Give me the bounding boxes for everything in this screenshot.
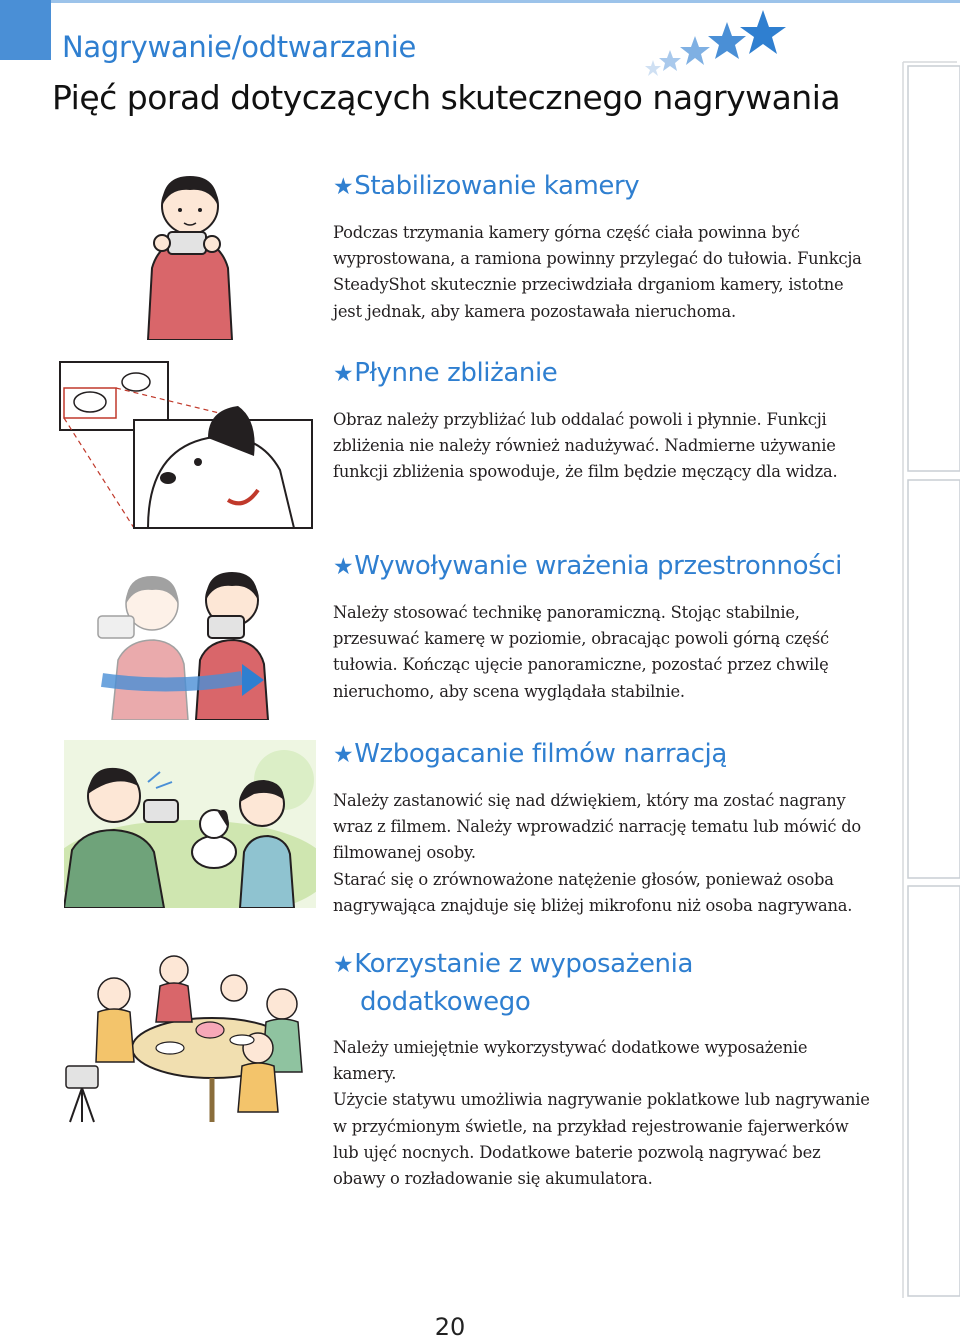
illustration-zoom [58,360,314,530]
tip-heading: ★Wywoływanie wrażenia przestronności [333,551,842,581]
tripod-icon [70,1088,94,1122]
top-rule [51,0,960,3]
tip-narration [333,736,873,919]
tip-paragraph: Należy stosować technikę panoramiczną. Stojąc stabilnie, przesuwać kamerę w poziomie, obracając powoli górną część tułowia. Kończąc ujęcie panoramiczne, pozostać przez chwilę nieruchomo, aby scena wyglądała stabilnie. [333,603,829,701]
camera-icon [144,800,178,822]
side-tab [908,480,960,878]
star-icon: ★ [333,174,354,200]
tip-panning [333,548,873,705]
camera-icon [168,232,206,254]
side-tab [908,66,960,471]
tip-heading: ★Płynne zbliżanie [333,358,558,388]
star-icon: ★ [333,742,354,768]
page-title: Pięć porad dotyczących skutecznego nagrywania [52,78,841,117]
tip-body [333,407,873,486]
illustration-stabilizing [140,168,240,340]
camera-icon [208,616,244,638]
illustration-accessories [62,952,322,1124]
tip-heading: ★Korzystanie z wyposażenia dodatkowego [333,949,693,1017]
tip-paragraph: Starać się o zrównoważone natężenie głosów, ponieważ osoba nagrywająca znajduje się bliżej mikrofonu niż osoba nagrywana. [333,869,853,915]
tip-paragraph: Podczas trzymania kamery górna część ciała powinna być wyprostowana, a ramiona powinny przylegać do tułowia. Funkcja SteadyShot skutecznie przeciwdziała drganiom kamery, istotne jest jednak, aby kamera pozostawała nieruchoma. [333,223,862,321]
camera-icon [66,1066,98,1088]
star-icon [708,22,746,59]
star-icon [680,36,710,65]
tip-zoom [333,355,873,486]
star-icon [645,60,661,76]
tip-paragraph: Należy zastanowić się nad dźwiękiem, który ma zostać nagrany wraz z filmem. Należy wprowadzić narrację tematu lub mówić do filmowanej osoby. [333,791,862,863]
tip-body [333,1035,873,1192]
section-title: Nagrywanie/odtwarzanie [62,30,417,64]
tip-body [333,220,873,325]
side-tab [908,886,960,1296]
illustration-panning [92,560,282,720]
tip-body [333,788,873,919]
tip-accessories [333,946,873,1192]
decorative-stars [640,8,790,78]
side-tab-strip [900,60,960,1300]
tip-heading: ★Wzbogacanie filmów narracją [333,739,727,769]
page-number: 20 [434,1313,466,1341]
star-icon: ★ [333,361,354,387]
star-icon: ★ [333,952,354,978]
tip-paragraph: Użycie statywu umożliwia nagrywanie poklatkowe lub nagrywanie w przyćmionym świetle, na przykład rejestrowanie fajerwerków lub ujęć nocnych. Dodatkowe baterie pozwolą nagrywać bez obawy o rozładowanie się akumulatora. [333,1090,870,1189]
corner-color-block [0,0,51,60]
tip-paragraph: Należy umiejętnie wykorzystywać dodatkowe wyposażenie kamery. [333,1038,808,1084]
tip-heading: ★Stabilizowanie kamery [333,171,640,201]
illustration-narration [64,740,316,908]
tip-body [333,600,873,705]
star-icon [740,10,786,54]
star-icon: ★ [333,554,354,580]
tip-stabilizing [333,168,873,325]
star-icon [659,50,681,71]
tip-paragraph: Obraz należy przybliżać lub oddalać powoli i płynnie. Funkcji zbliżenia nie należy również nadużywać. Nadmierne używanie funkcji zbliżenia spowoduje, że film będzie męczący dla widza. [333,410,838,482]
